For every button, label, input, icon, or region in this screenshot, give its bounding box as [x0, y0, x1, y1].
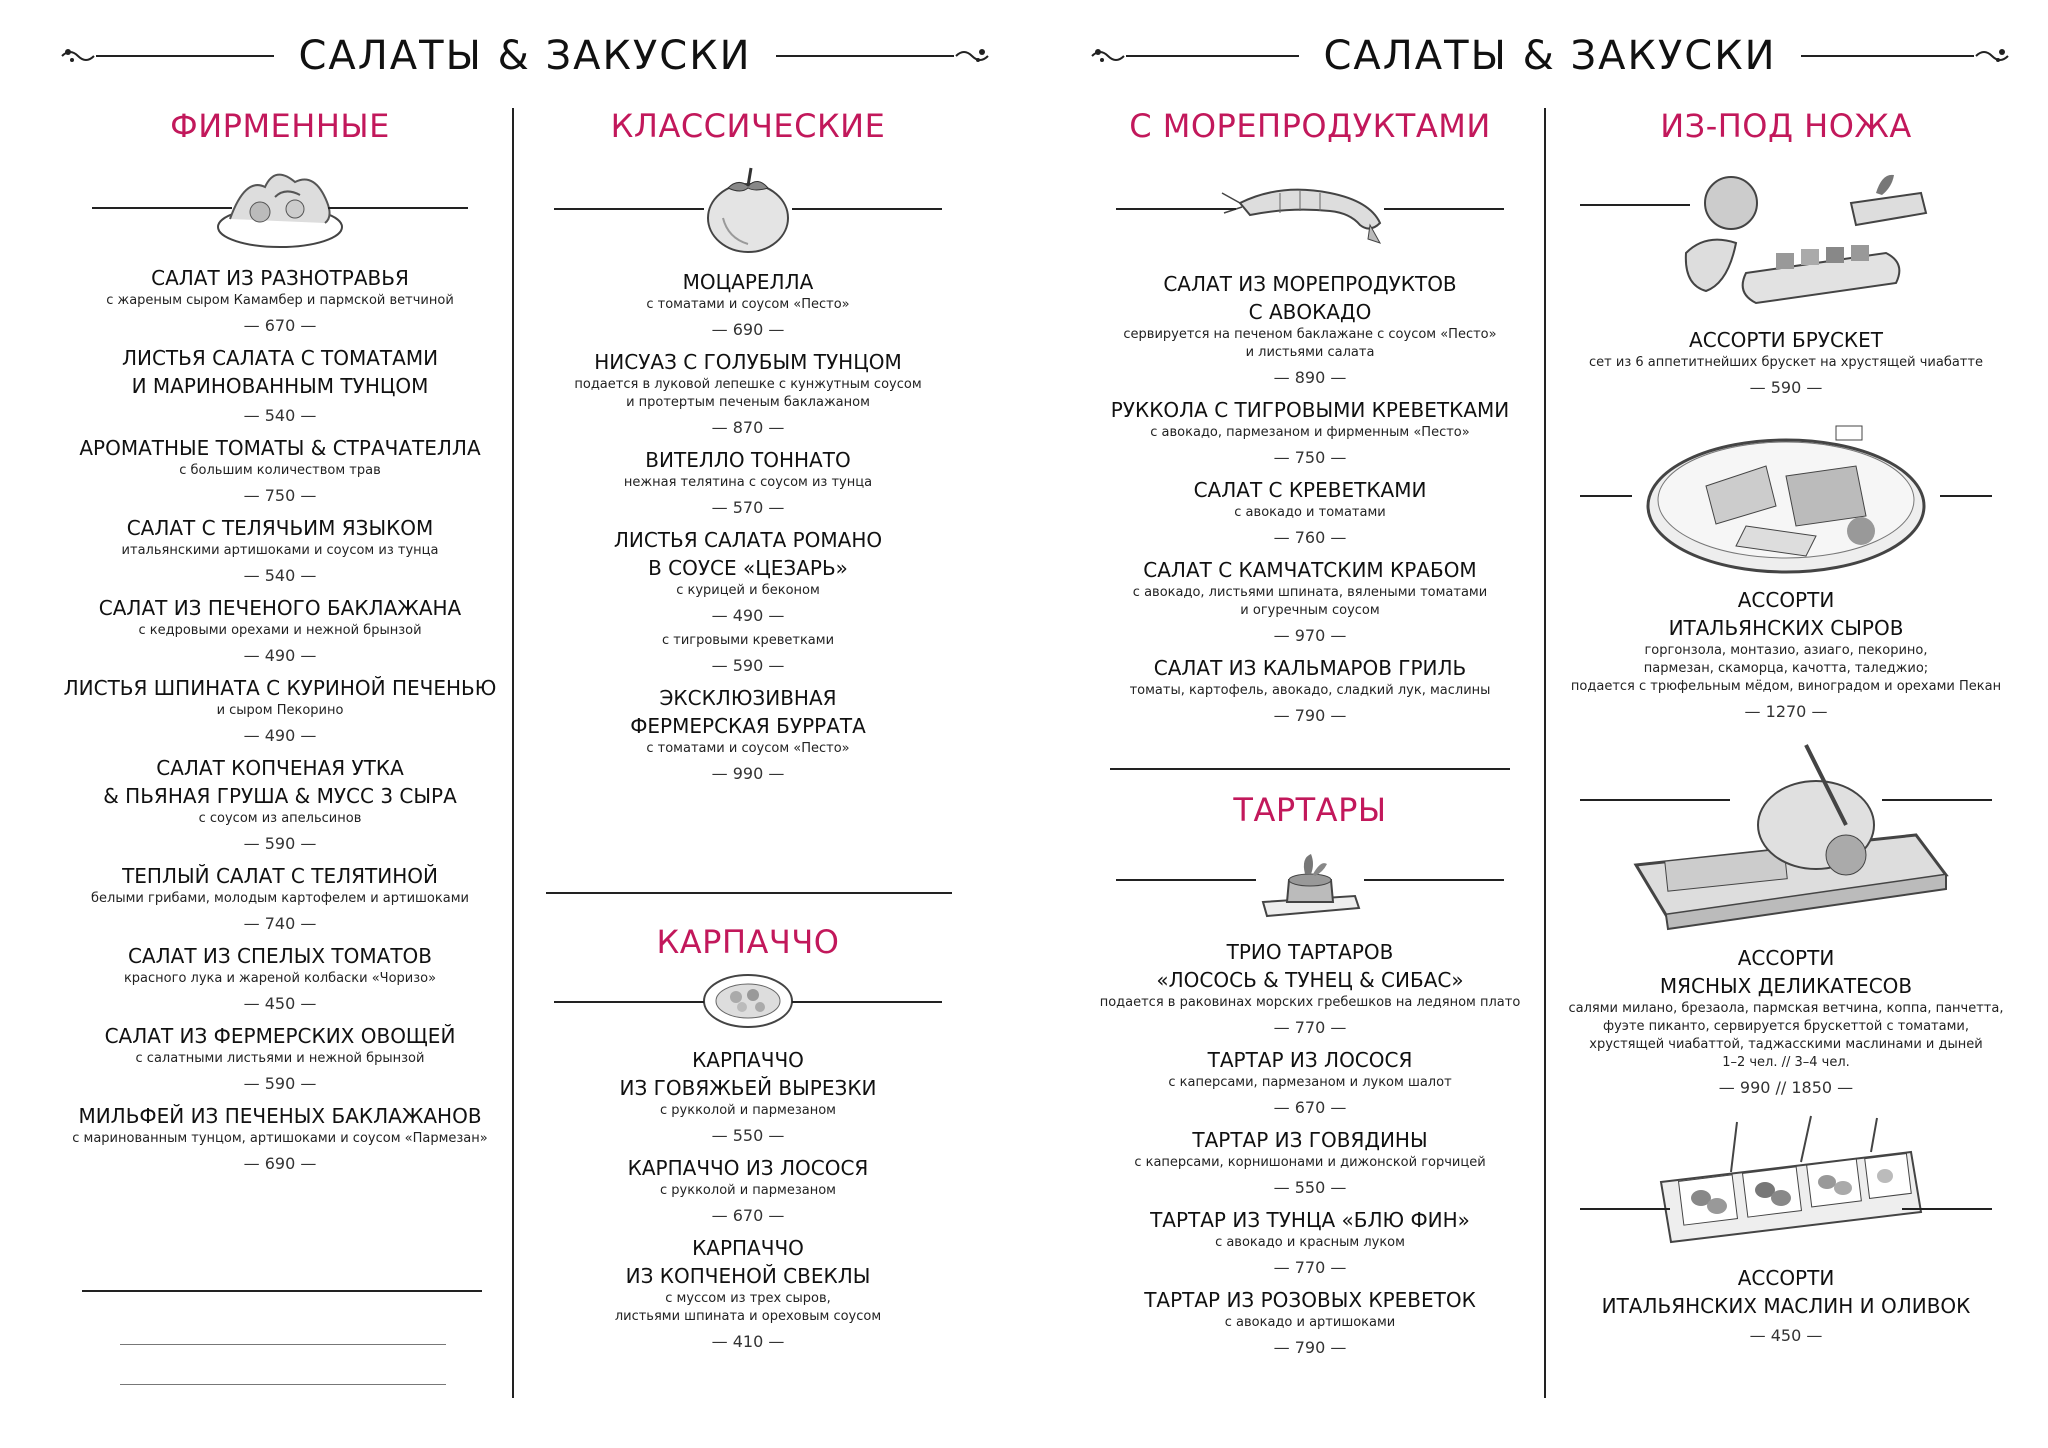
menu-item: [528, 268, 968, 342]
item-description: с соусом из апельсинов: [198, 811, 362, 826]
menu-item: [1090, 1126, 1530, 1200]
item-price: — 540 —: [243, 566, 317, 585]
item-description: с большим количеством трав: [179, 463, 381, 478]
flourish-icon: [1974, 44, 2010, 68]
item-price: — 670 —: [711, 1206, 785, 1225]
section-rule: [546, 892, 952, 894]
menu-item: [60, 594, 500, 668]
cheese-board-icon: [1636, 406, 1936, 584]
menu-item: [528, 348, 968, 440]
item-name: КАРПАЧЧО ИЗ ГОВЯЖЬЕЙ ВЫРЕЗКИ: [619, 1048, 877, 1100]
shrimp-icon: [1220, 163, 1400, 253]
item-list: [60, 264, 500, 1176]
item-name: ЭКСКЛЮЗИВНАЯ ФЕРМЕРСКАЯ БУРРАТА: [630, 686, 866, 738]
column-classic: [528, 100, 968, 792]
item-description: с жареным сыром Камамбер и пармской ветчиной: [106, 293, 454, 308]
menu-item: [1090, 1046, 1530, 1120]
item-name: КАРПАЧЧО ИЗ КОПЧЕНОЙ СВЕКЛЫ: [625, 1236, 871, 1288]
illustration-row: [1566, 1100, 2006, 1264]
column-divider: [512, 108, 514, 1398]
item-description: подается в раковинах морских гребешков на ледяном плато: [1099, 995, 1521, 1010]
item-description: с каперсами, корнишонами и дижонской горчицей: [1134, 1155, 1486, 1170]
menu-item: [60, 942, 500, 1016]
item-name: ТАРТАР ИЗ ЛОСОСЯ: [1207, 1048, 1413, 1072]
item-name: ТАРТАР ИЗ ГОВЯДИНЫ: [1192, 1128, 1428, 1152]
item-description: с тигровыми креветками: [661, 633, 835, 648]
item-name: ЛИСТЬЯ САЛАТА РОМАНО В СОУСЕ «ЦЕЗАРЬ»: [613, 528, 883, 580]
item-description: с салатными листьями и нежной брынзой: [135, 1051, 425, 1066]
item-price: — 490 —: [243, 726, 317, 745]
column-seafood: [1090, 100, 1530, 728]
menu-item: [1556, 326, 2016, 400]
item-price: — 410 —: [711, 1332, 785, 1351]
menu-item: [60, 674, 500, 748]
item-price: — 770 —: [1273, 1258, 1347, 1277]
item-name: АССОРТИ ИТАЛЬЯНСКИХ СЫРОВ: [1668, 588, 1904, 640]
item-price: — 690 —: [711, 320, 785, 339]
item-description: белыми грибами, молодым картофелем и артишоками: [91, 891, 469, 906]
item-price: — 1270 —: [1744, 702, 1828, 721]
flourish-icon: [954, 44, 990, 68]
left-page-header: [60, 28, 990, 84]
item-name: РУККОЛА С ТИГРОВЫМИ КРЕВЕТКАМИ: [1110, 398, 1510, 422]
item-description: с курицей и беконом: [676, 583, 820, 598]
menu-item: [528, 1046, 968, 1148]
item-description: с авокадо и артишоками: [1224, 1315, 1396, 1330]
item-name: ТЕПЛЫЙ САЛАТ С ТЕЛЯТИНОЙ: [122, 864, 438, 888]
item-name: АССОРТИ ИТАЛЬЯНСКИХ МАСЛИН И ОЛИВОК: [1601, 1266, 1971, 1318]
menu-item: [1090, 1206, 1530, 1280]
menu-item: [528, 1154, 968, 1228]
menu-item: [1090, 270, 1530, 390]
menu-item: [60, 862, 500, 936]
tartare-icon: [1255, 836, 1365, 922]
item-description: с муссом из трех сыров, листьями шпината и ореховым соусом: [614, 1291, 882, 1324]
item-list: [528, 1046, 968, 1354]
item-list: [1090, 938, 1530, 1360]
column-tartare: [1090, 786, 1530, 1360]
category-heading: КАРПАЧЧО: [656, 923, 840, 961]
menu-item: [1556, 586, 2016, 724]
item-description: с каперсами, пармезаном и луком шалот: [1168, 1075, 1452, 1090]
item-price: — 490 —: [243, 646, 317, 665]
category-heading: КЛАССИЧЕСКИЕ: [610, 107, 886, 145]
olives-icon: [1641, 1102, 1931, 1262]
item-name: МОЦАРЕЛЛА: [682, 270, 814, 294]
item-description: итальянскими артишоками и соусом из тунца: [121, 543, 439, 558]
item-description: подается в луковой лепешке с кунжутным соусом и протертым печеным баклажаном: [574, 377, 922, 410]
illustration-row: [1566, 152, 2006, 324]
item-price: — 870 —: [711, 418, 785, 437]
item-name: НИСУАЗ С ГОЛУБЫМ ТУНЦОМ: [594, 350, 902, 374]
bruschetta-icon: [1636, 153, 1936, 323]
item-description: с рукколой и пармезаном: [660, 1103, 836, 1118]
menu-item: [1556, 944, 2016, 1100]
item-name: ТАРТАР ИЗ РОЗОВЫХ КРЕВЕТОК: [1144, 1288, 1476, 1312]
menu-item: [60, 514, 500, 588]
item-price: — 450 —: [1749, 1326, 1823, 1345]
item-name: САЛАТ ИЗ СПЕЛЫХ ТОМАТОВ: [127, 944, 433, 968]
item-description: с кедровыми орехами и нежной брынзой: [138, 623, 422, 638]
item-price: — 590 —: [243, 1074, 317, 1093]
tomato-icon: [693, 158, 803, 258]
item-name: САЛАТ ИЗ ПЕЧЕНОГО БАКЛАЖАНА: [98, 596, 462, 620]
item-price: — 990 —: [711, 764, 785, 783]
illustration-row: [1100, 834, 1520, 924]
item-description: с томатами и соусом «Песто»: [646, 297, 850, 312]
item-description: с авокадо и красным луком: [1215, 1235, 1405, 1250]
item-price: — 590 —: [243, 834, 317, 853]
item-price: — 760 —: [1273, 528, 1347, 547]
item-name: САЛАТ С ТЕЛЯЧЬИМ ЯЗЫКОМ: [126, 516, 434, 540]
item-price: — 970 —: [1273, 626, 1347, 645]
item-name: АРОМАТНЫЕ ТОМАТЫ & СТРАЧАТЕЛЛА: [79, 436, 481, 460]
column-carpaccio: [528, 918, 968, 1354]
illustration-row: [538, 966, 958, 1036]
illustration-row: [1566, 404, 2006, 586]
item-price: — 550 —: [711, 1126, 785, 1145]
menu-item: [528, 526, 968, 678]
flourish-icon: [1090, 44, 1126, 68]
menu-item: [1090, 938, 1530, 1040]
item-price: — 490 —: [711, 606, 785, 625]
title-rule-right: [776, 55, 954, 57]
menu-item: [1090, 396, 1530, 470]
menu-item: [60, 344, 500, 428]
item-description: с авокадо, пармезаном и фирменным «Песто»: [1150, 425, 1470, 440]
carpaccio-plate-icon: [698, 969, 798, 1033]
item-description: горгонзола, монтазио, азиаго, пекорино, пармезан, скаморца, качотта, таледжио; подается с трюфельным мёдом, виноградом и орехами Пекан: [1570, 643, 2002, 694]
item-name: САЛАТ С КРЕВЕТКАМИ: [1193, 478, 1427, 502]
item-list: [528, 268, 968, 786]
item-description: с авокадо, листьями шпината, вялеными томатами и огуречным соусом: [1132, 585, 1488, 618]
item-price: — 670 —: [1273, 1098, 1347, 1117]
item-name: ЛИСТЬЯ ШПИНАТА С КУРИНОЙ ПЕЧЕНЬЮ: [63, 676, 497, 700]
title-rule-left: [1126, 55, 1299, 57]
illustration-row: [538, 152, 958, 264]
item-price: — 750 —: [243, 486, 317, 505]
section-rule: [1110, 768, 1510, 770]
item-name: САЛАТ ИЗ ФЕРМЕРСКИХ ОВОЩЕЙ: [104, 1024, 456, 1048]
menu-item: [1090, 476, 1530, 550]
menu-item: [1556, 1264, 2016, 1348]
item-description: с авокадо и томатами: [1234, 505, 1386, 520]
item-price: — 590 —: [1749, 378, 1823, 397]
column-signature: [60, 100, 500, 1182]
category-heading: ФИРМЕННЫЕ: [170, 107, 390, 145]
item-price: — 990 // 1850 —: [1718, 1078, 1854, 1097]
item-price: — 550 —: [1273, 1178, 1347, 1197]
title-rule-left: [96, 55, 274, 57]
item-description: сервируется на печеном баклажане с соусом «Песто» и листьями салата: [1123, 327, 1497, 360]
item-description: салями милано, брезаола, пармская ветчина, коппа, панчетта, фуэте пиканто, сервируется брускеттой с томатами, хрустящей чиабаттой, таджасскими маслинами и дыней 1–2 чел. // 3–4 чел.: [1568, 1001, 2004, 1070]
menu-item: [60, 1022, 500, 1096]
page-title: САЛАТЫ & ЗАКУСКИ: [1323, 33, 1777, 79]
item-name: ТРИО ТАРТАРОВ «ЛОСОСЬ & ТУНЕЦ & СИБАС»: [1156, 940, 1464, 992]
category-heading: ИЗ-ПОД НОЖА: [1660, 107, 1912, 145]
menu-item: [528, 684, 968, 786]
item-name: САЛАТ ИЗ РАЗНОТРАВЬЯ: [151, 266, 409, 290]
menu-item: [1090, 654, 1530, 728]
illustration-row: [1100, 152, 1520, 264]
flourish-icon: [60, 44, 96, 68]
item-price: — 750 —: [1273, 448, 1347, 467]
menu-item: [1090, 556, 1530, 648]
item-price: — 450 —: [243, 994, 317, 1013]
item-price: — 790 —: [1273, 1338, 1347, 1357]
item-price: — 770 —: [1273, 1018, 1347, 1037]
item-name: МИЛЬФЕЙ ИЗ ПЕЧЕНЫХ БАКЛАЖАНОВ: [78, 1104, 482, 1128]
blank-line: [120, 1344, 446, 1345]
item-description: с рукколой и пармезаном: [660, 1183, 836, 1198]
menu-item: [60, 264, 500, 338]
meat-board-icon: [1616, 725, 1956, 943]
page-title: САЛАТЫ & ЗАКУСКИ: [298, 33, 752, 79]
category-heading: ТАРТАРЫ: [1233, 791, 1387, 829]
column-divider: [1544, 108, 1546, 1398]
right-page-header: [1090, 28, 2010, 84]
column-knife: [1556, 100, 2016, 1348]
blank-line: [120, 1384, 446, 1385]
item-description: сет из 6 аппетитнейших брускет на хрустящей чиабатте: [1589, 355, 1983, 370]
category-heading: С МОРЕПРОДУКТАМИ: [1129, 107, 1491, 145]
column-end-rule: [82, 1290, 482, 1292]
menu-item: [528, 446, 968, 520]
item-price: — 890 —: [1273, 368, 1347, 387]
item-name: ЛИСТЬЯ САЛАТА С ТОМАТАМИ И МАРИНОВАННЫМ ТУНЦОМ: [121, 346, 439, 398]
item-price: — 690 —: [243, 1154, 317, 1173]
item-description: нежная телятина с соусом из тунца: [623, 475, 873, 490]
item-name: АССОРТИ МЯСНЫХ ДЕЛИКАТЕСОВ: [1659, 946, 1913, 998]
menu-item: [60, 754, 500, 856]
item-list: [1090, 270, 1530, 728]
title-rule-right: [1801, 55, 1974, 57]
menu-item: [528, 1234, 968, 1354]
item-name: ТАРТАР ИЗ ТУНЦА «БЛЮ ФИН»: [1150, 1208, 1470, 1232]
item-name: АССОРТИ БРУСКЕТ: [1689, 328, 1883, 352]
menu-item: [60, 434, 500, 508]
item-price: — 590 —: [711, 656, 785, 675]
item-price: — 790 —: [1273, 706, 1347, 725]
item-name: ВИТЕЛЛО ТОННАТО: [645, 448, 851, 472]
item-description: с маринованным тунцом, артишоками и соусом «Пармезан»: [72, 1131, 488, 1146]
item-description: и сыром Пекорино: [216, 703, 344, 718]
item-price: — 570 —: [711, 498, 785, 517]
item-name: САЛАТ С КАМЧАТСКИМ КРАБОМ: [1143, 558, 1477, 582]
item-price: — 670 —: [243, 316, 317, 335]
item-name: САЛАТ ИЗ МОРЕПРОДУКТОВ С АВОКАДО: [1163, 272, 1457, 324]
item-price: — 740 —: [243, 914, 317, 933]
menu-item: [60, 1102, 500, 1176]
menu-item: [1090, 1286, 1530, 1360]
item-name: САЛАТ ИЗ КАЛЬМАРОВ ГРИЛЬ: [1153, 656, 1467, 680]
item-name: САЛАТ КОПЧЕНАЯ УТКА & ПЬЯНАЯ ГРУША & МУСС 3 СЫРА: [103, 756, 457, 808]
item-description: красного лука и жареной колбаски «Чоризо»: [123, 971, 437, 986]
illustration-row: [1566, 724, 2006, 944]
item-name: КАРПАЧЧО ИЗ ЛОСОСЯ: [627, 1156, 869, 1180]
item-description: томаты, картофель, авокадо, сладкий лук, маслины: [1129, 683, 1491, 698]
illustration-row: [70, 152, 490, 262]
item-price: — 540 —: [243, 406, 317, 425]
item-description: с томатами и соусом «Песто»: [646, 741, 850, 756]
